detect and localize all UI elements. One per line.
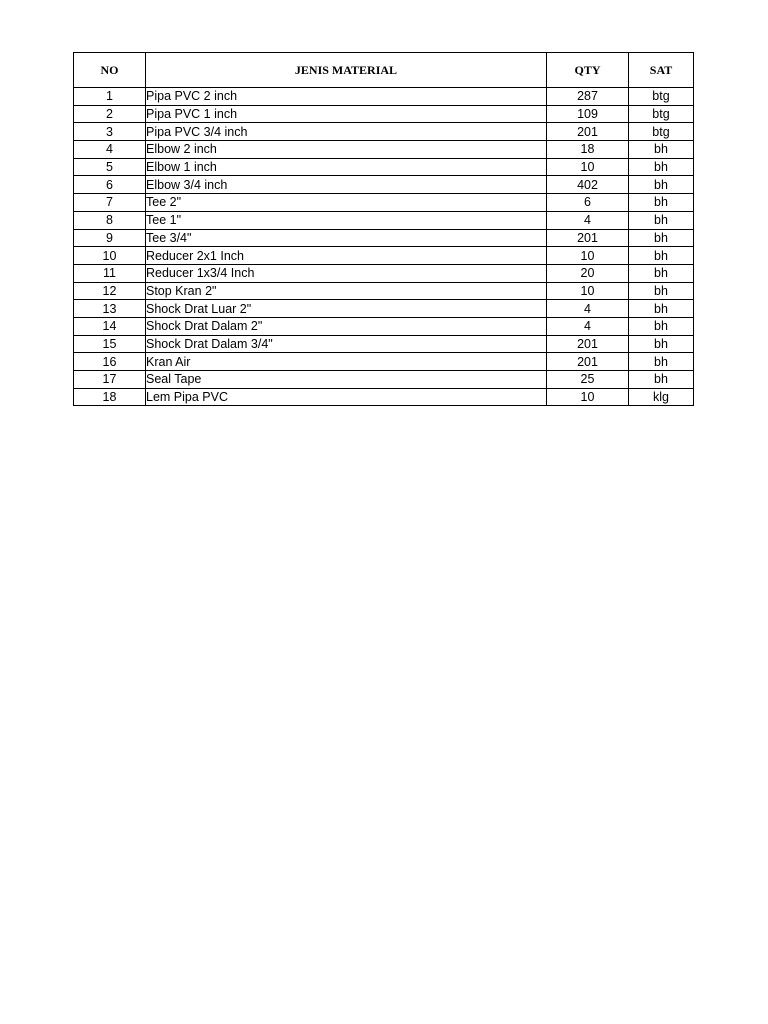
header-no: NO <box>74 53 146 88</box>
row-qty-cell: 109 <box>547 105 629 123</box>
table-row <box>74 282 694 300</box>
row-no-cell: 5 <box>74 158 146 176</box>
row-material-cell: Pipa PVC 2 inch <box>146 88 547 106</box>
row-sat-cell: bh <box>629 371 694 389</box>
row-material-cell: Stop Kran 2" <box>146 282 547 300</box>
row-material-cell: Reducer 1x3/4 Inch <box>146 264 547 282</box>
row-no-cell: 9 <box>74 229 146 247</box>
row-no-cell: 18 <box>74 388 146 406</box>
row-qty-cell: 201 <box>547 123 629 141</box>
row-material-cell: Tee 1" <box>146 211 547 229</box>
table-row <box>74 211 694 229</box>
row-qty-cell: 4 <box>547 317 629 335</box>
row-material-cell: Tee 3/4" <box>146 229 547 247</box>
row-sat-cell: bh <box>629 317 694 335</box>
row-qty-cell: 201 <box>547 353 629 371</box>
row-sat-cell: bh <box>629 141 694 159</box>
table-row <box>74 335 694 353</box>
row-material-cell: Shock Drat Luar 2" <box>146 300 547 318</box>
table-row <box>74 194 694 212</box>
row-sat-cell: bh <box>629 353 694 371</box>
table-row <box>74 158 694 176</box>
table-row <box>74 105 694 123</box>
row-qty-cell: 4 <box>547 211 629 229</box>
row-qty-cell: 25 <box>547 371 629 389</box>
row-no-cell: 11 <box>74 264 146 282</box>
table-row <box>74 317 694 335</box>
row-sat-cell: bh <box>629 300 694 318</box>
row-no-cell: 12 <box>74 282 146 300</box>
table-row <box>74 388 694 406</box>
row-no-cell: 15 <box>74 335 146 353</box>
row-no-cell: 8 <box>74 211 146 229</box>
row-no-cell: 2 <box>74 105 146 123</box>
row-material-cell: Reducer 2x1 Inch <box>146 247 547 265</box>
table-row <box>74 353 694 371</box>
header-row <box>74 53 694 88</box>
row-no-cell: 13 <box>74 300 146 318</box>
table-row <box>74 371 694 389</box>
row-no-cell: 6 <box>74 176 146 194</box>
row-material-cell: Pipa PVC 1 inch <box>146 105 547 123</box>
row-sat-cell: bh <box>629 335 694 353</box>
row-material-cell: Elbow 2 inch <box>146 141 547 159</box>
header-material: JENIS MATERIAL <box>146 53 547 88</box>
row-sat-cell: bh <box>629 176 694 194</box>
row-material-cell: Kran Air <box>146 353 547 371</box>
row-qty-cell: 402 <box>547 176 629 194</box>
row-sat-cell: bh <box>629 211 694 229</box>
row-sat-cell: klg <box>629 388 694 406</box>
table-header <box>74 53 694 88</box>
table-row <box>74 229 694 247</box>
row-no-cell: 17 <box>74 371 146 389</box>
row-qty-cell: 10 <box>547 282 629 300</box>
table-row <box>74 264 694 282</box>
row-no-cell: 7 <box>74 194 146 212</box>
table-row <box>74 123 694 141</box>
row-material-cell: Shock Drat Dalam 2" <box>146 317 547 335</box>
row-no-cell: 1 <box>74 88 146 106</box>
row-sat-cell: btg <box>629 88 694 106</box>
row-material-cell: Elbow 3/4 inch <box>146 176 547 194</box>
row-sat-cell: bh <box>629 194 694 212</box>
row-material-cell: Shock Drat Dalam 3/4" <box>146 335 547 353</box>
row-sat-cell: bh <box>629 247 694 265</box>
row-no-cell: 14 <box>74 317 146 335</box>
table-body <box>74 88 694 406</box>
table-row <box>74 247 694 265</box>
row-sat-cell: bh <box>629 282 694 300</box>
material-table <box>73 52 694 406</box>
table-row <box>74 88 694 106</box>
row-material-cell: Tee 2" <box>146 194 547 212</box>
row-sat-cell: bh <box>629 229 694 247</box>
row-no-cell: 16 <box>74 353 146 371</box>
row-no-cell: 4 <box>74 141 146 159</box>
table-row <box>74 141 694 159</box>
table-row <box>74 300 694 318</box>
row-material-cell: Elbow 1 inch <box>146 158 547 176</box>
row-sat-cell: btg <box>629 123 694 141</box>
row-material-cell: Pipa PVC 3/4 inch <box>146 123 547 141</box>
row-no-cell: 3 <box>74 123 146 141</box>
header-sat: SAT <box>629 53 694 88</box>
row-sat-cell: bh <box>629 158 694 176</box>
header-qty: QTY <box>547 53 629 88</box>
row-no-cell: 10 <box>74 247 146 265</box>
row-qty-cell: 4 <box>547 300 629 318</box>
row-qty-cell: 18 <box>547 141 629 159</box>
row-sat-cell: btg <box>629 105 694 123</box>
row-material-cell: Lem Pipa PVC <box>146 388 547 406</box>
row-material-cell: Seal Tape <box>146 371 547 389</box>
row-sat-cell: bh <box>629 264 694 282</box>
row-qty-cell: 10 <box>547 158 629 176</box>
row-qty-cell: 287 <box>547 88 629 106</box>
row-qty-cell: 10 <box>547 247 629 265</box>
row-qty-cell: 10 <box>547 388 629 406</box>
row-qty-cell: 20 <box>547 264 629 282</box>
row-qty-cell: 6 <box>547 194 629 212</box>
row-qty-cell: 201 <box>547 335 629 353</box>
table-row <box>74 176 694 194</box>
row-qty-cell: 201 <box>547 229 629 247</box>
